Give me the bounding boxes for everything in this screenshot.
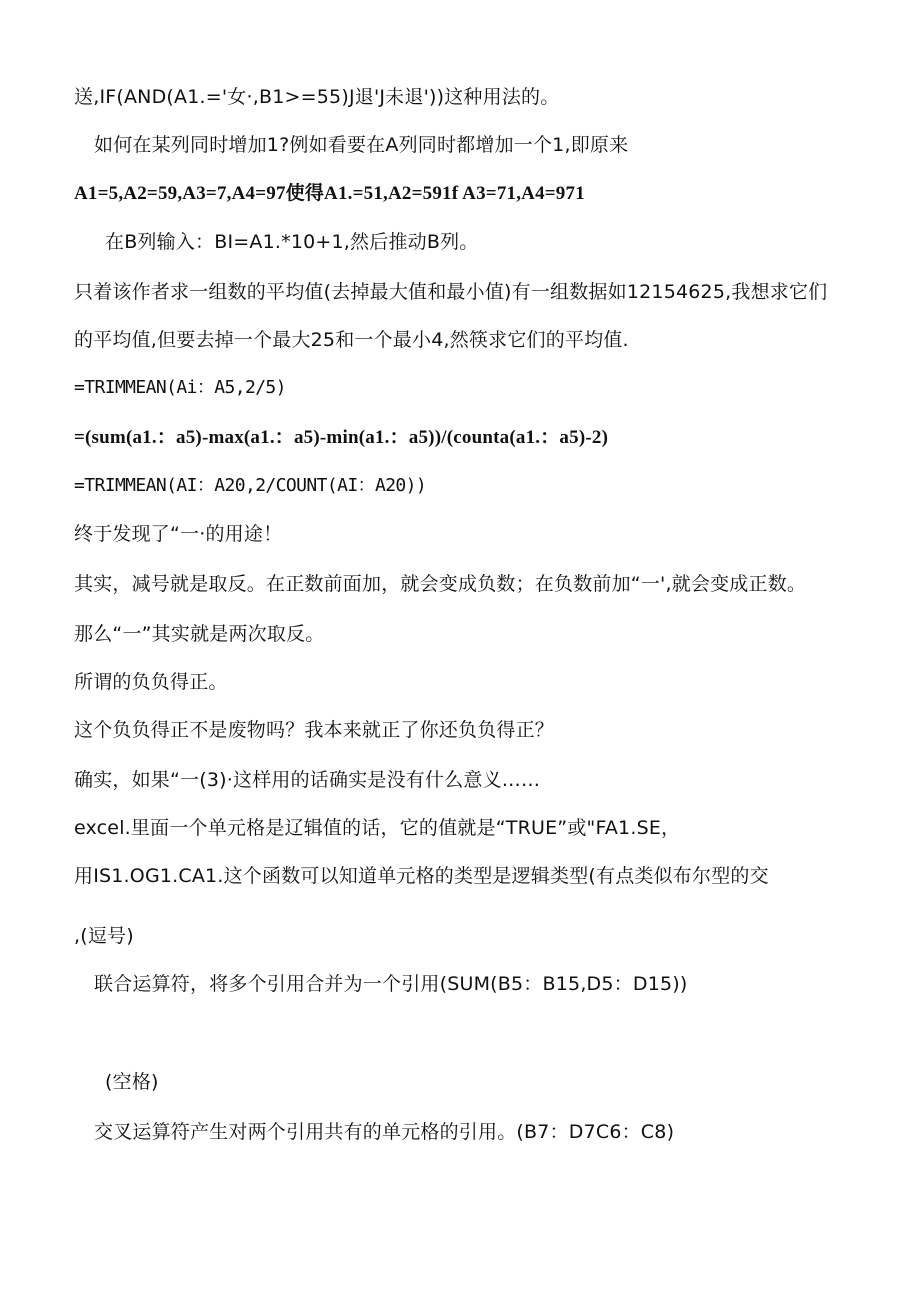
space-heading: (空格) [105, 1071, 159, 1093]
intersection-operator-description: 交叉运算符产生对两个引用共有的单元格的引用。(B7：D7C6：C8) [94, 1121, 675, 1143]
union-operator-description: 联合运算符，将多个引用合并为一个引用(SUM(B5：B15,D5：D15)) [94, 973, 688, 995]
text-line-1: 送,IF(AND(A1.='女·,B1>=55)J退'J未退'))这种用法的。 [74, 86, 560, 108]
text-line-5: 只着该作者求一组数的平均值(去掉最大值和最小值)有一组数据如12154625,我想求它们 [74, 281, 828, 303]
formula-trimmean-2: =TRIMMEAN(AI：A20,2/COUNT(AI：A20)) [74, 475, 427, 496]
text-line-3: A1=5,A2=59,A3=7,A4=97使得A1.=51,A2=591f A3=71,A4=971 [74, 183, 585, 204]
text-line-4: 在B列输入：BI=A1.*10+1,然后推动B列。 [105, 231, 479, 253]
text-line-12: 那么“一”其实就是两次取反。 [74, 623, 325, 645]
text-line-17: 用IS1.OG1.CA1.这个函数可以知道单元格的类型是逻辑类型(有点类似布尔型的交 [74, 865, 769, 887]
text-line-2: 如何在某列同时增加1?例如看要在A列同时都增加一个1,即原来 [94, 134, 629, 156]
formula-trimmean-1: =TRIMMEAN(Ai：A5,2/5) [74, 377, 286, 398]
text-line-16: excel.里面一个单元格是辽辑值的话，它的值就是“TRUE”或"FA1.SE， [74, 817, 681, 839]
text-line-11: 其实，减号就是取反。在正数前面加，就会变成负数；在负数前加“一',就会变成正数。 [74, 573, 807, 595]
comma-heading: ,(逗号) [74, 925, 134, 947]
text-line-6: 的平均值,但要去掉一个最大25和一个最小4,然筷求它们的平均值. [74, 329, 629, 351]
text-line-15: 确实，如果“一(3)·这样用的话确实是没有什么意义…… [74, 769, 541, 791]
text-line-10: 终于发现了“一·的用途！ [74, 523, 283, 545]
text-line-14: 这个负负得正不是废物吗？我本来就正了你还负负得正？ [74, 719, 555, 741]
formula-sum-max-min: =(sum(a1.：a5)-max(a1.：a5)-min(a1.：a5))/(counta(a1.：a5)-2) [74, 427, 609, 448]
text-line-13: 所谓的负负得正。 [74, 671, 228, 693]
